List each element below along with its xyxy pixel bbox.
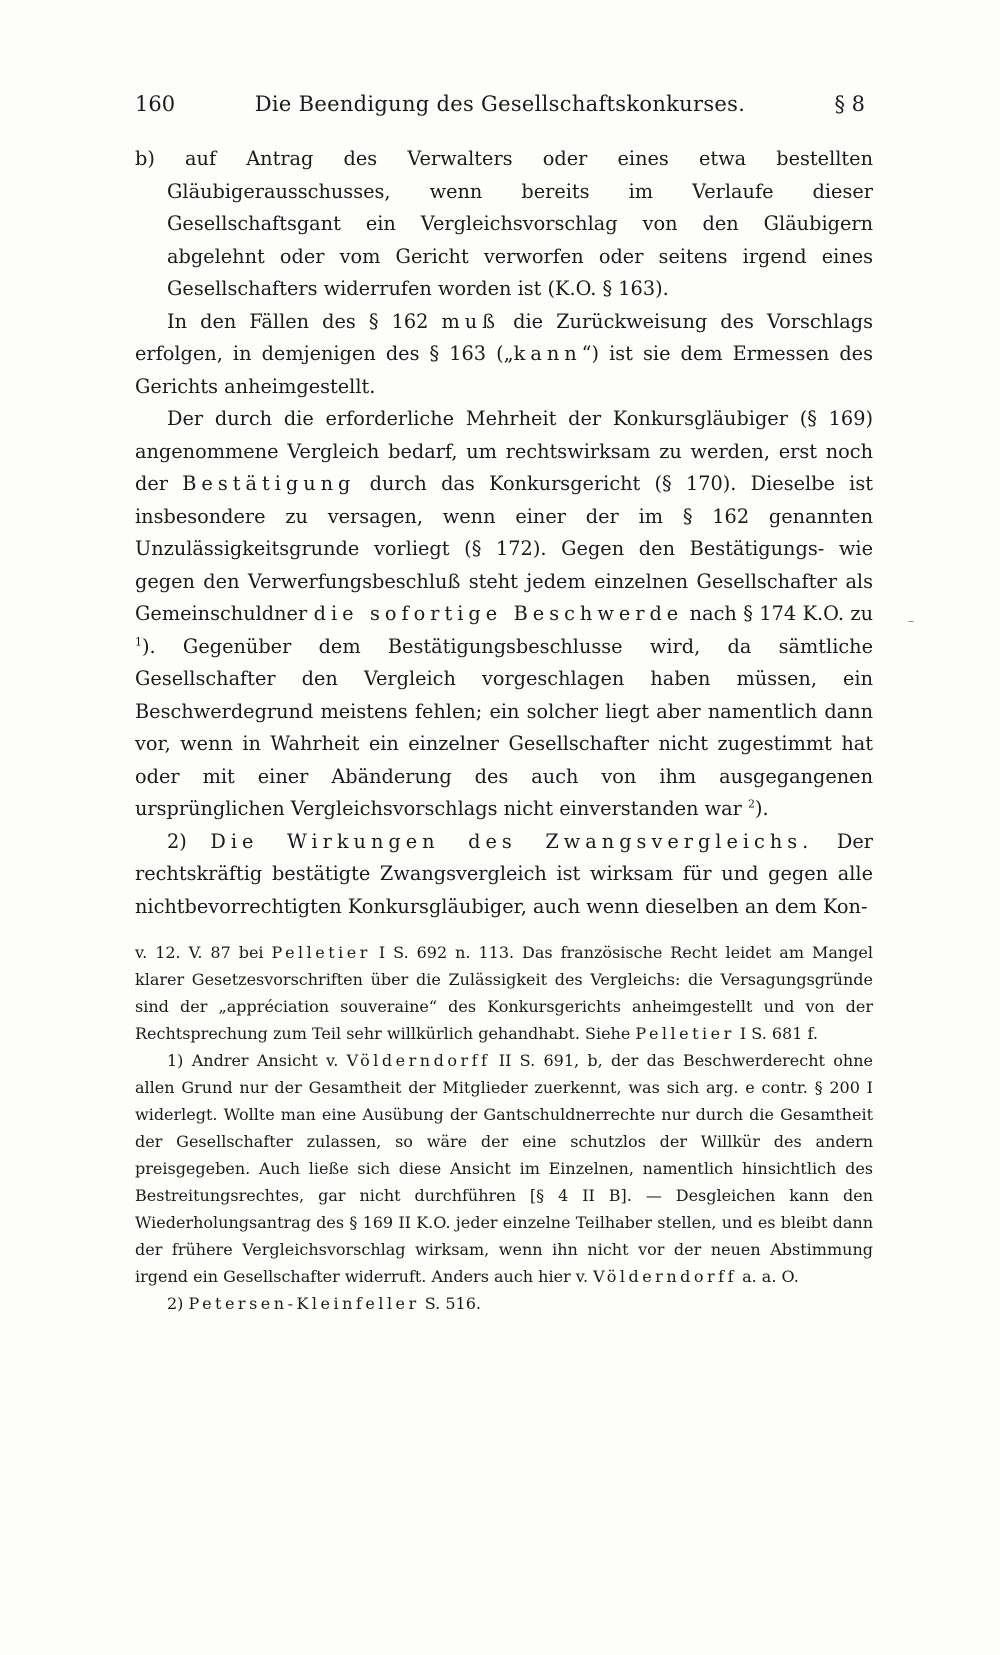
- author-pelletier: Pelletier: [635, 1024, 735, 1043]
- text-run: I S. 692 n. 113. Das französische Recht leidet am Mangel klarer Gesetzesvorschriften über die Zulässigkeit des Vergleichs: die Versagungsgründe sind der „appréciation souveraine“ des Konkursgerichts anheimgestellt und von der Rechtsprechung zum Teil sehr willkürlich gehandhabt. Siehe: [135, 943, 874, 1043]
- text-run: a. a. O.: [742, 1267, 799, 1286]
- list-item-b: b) auf Antrag des Verwalters oder eines etwa bestellten Gläubigerausschusses, wenn bereits im Verlaufe dieser Gesellschaftsgant ein Vergleichsvorschlag von den Gläubigern abgelehnt oder vom Gericht verworfen oder seitens irgend eines Gesellschafters widerrufen worden ist (K.O. § 163).: [135, 147, 873, 300]
- text-run: II S. 691, b, der das Beschwerderecht ohne allen Grund nur der Gesamtheit der Mitglieder zuerkennt, was sich arg. e contr. § 200 I widerlegt. Wollte man eine Ausübung der Gantschuldnerrechte nur durch die Gesamtheit der Gesellschafter zulassen, so wäre der eine schutzlos der Willkür des andern preisgegeben. Auch ließe sich diese Ansicht im Einzelnen, namentlich hinsichtlich des Bestreitungsrechtes, gar nicht durchführen [§ 4 II B]. — Desgleichen kann den Wiederholungsantrag des § 169 II K.O. jeder einzelne Teilhaber stellen, und es bleibt dann der frühere Vergleichsvorschlag wirksam, wenn ihn nicht vor der neuen Abstimmung irgend ein Gesellschafter widerruft. Anders auch hier v.: [135, 1051, 873, 1286]
- paragraph-zurueckweisung: [135, 306, 873, 404]
- footnote-ref-1[interactable]: 1: [135, 635, 142, 649]
- page-number: 160: [135, 92, 176, 116]
- text-run: In den Fällen des § 162: [167, 309, 429, 333]
- text-run: S. 516.: [424, 1294, 481, 1313]
- text-run: Der durch die erforderliche Mehrheit der Konkursgläubiger (§ 169) angenommene Vergleich bedarf, um rechtswirksam zu werden, erst noch der: [135, 407, 873, 495]
- footnote-2: [135, 1290, 873, 1317]
- author-pelletier: Pelletier: [271, 943, 371, 962]
- running-header: [135, 92, 865, 128]
- text-run: nach § 174 K.O. zu: [689, 602, 873, 625]
- main-text: [135, 143, 873, 923]
- footnotes: [135, 939, 873, 1317]
- author-petersen-kleinfeller: Petersen-Kleinfeller: [188, 1294, 420, 1313]
- section-marker: § 8: [834, 92, 865, 116]
- emphasis-kann: kann: [513, 342, 582, 365]
- author-voelderndorff: Völderndorff: [593, 1267, 737, 1286]
- margin-mark: –: [908, 614, 914, 628]
- emphasis-bestaetigung: Bestätigung: [182, 472, 356, 495]
- text-run: “) ist sie dem Ermessen des Gerichts anheimgestellt.: [135, 342, 873, 398]
- section-heading-wirkungen: Die Wirkungen des Zwangsvergleichs.: [210, 829, 814, 853]
- author-voelderndorff: Völderndorff: [346, 1051, 491, 1070]
- text-run: I S. 681 f.: [739, 1024, 818, 1043]
- text-run: die Zurückweisung des Vorschlags erfolgen, in demjenigen des § 163 („: [135, 309, 873, 365]
- text-run: 1) Andrer Ansicht v.: [167, 1051, 339, 1070]
- text-run: Der rechtskräftig bestätigte Zwangsvergleich ist wirksam für und gegen alle nichtbevorrechtigten Konkursgläubiger, auch wenn dieselben an dem Kon-: [135, 829, 873, 918]
- footnote-1: [135, 1047, 873, 1290]
- emphasis-sofortige-beschwerde: die sofortige Beschwerde: [313, 602, 684, 625]
- text-run: ). Gegenüber dem Bestätigungsbeschlusse wird, da sämtliche Gesellschafter den Vergleich vorgeschlagen haben müssen, ein Beschwerdegrund meistens fehlen; ein solcher liegt aber namentlich dann vor, wenn in Wahrheit ein einzelner Gesellschafter nicht zugestimmt hat oder mit einer Abänderung des auch von ihm ausgegangenen ursprünglichen Vergleichsvorschlags nicht einverstanden war: [135, 634, 873, 820]
- footnote-continuation: [135, 939, 873, 1047]
- footnote-ref-2[interactable]: 2: [748, 797, 756, 811]
- text-run: 2): [167, 1294, 184, 1313]
- text-run: ).: [755, 797, 769, 820]
- running-title: Die Beendigung des Gesellschaftskonkurses.: [254, 92, 746, 116]
- text-run: v. 12. V. 87 bei: [135, 943, 264, 962]
- text-run: 2): [167, 829, 187, 853]
- emphasis-muss: muß: [441, 309, 501, 333]
- paragraph-bestaetigung: [135, 403, 873, 826]
- paragraph-wirkungen: [135, 826, 873, 924]
- text-run: durch das Konkursgericht (§ 170). Dieselbe ist insbesondere zu versagen, wenn einer der im § 162 genannten Unzulässigkeitsgrunde vorliegt (§ 172). Gegen den Bestätigungs- wie gegen den Verwerfungsbeschluß steht jedem einzelnen Gesellschafter als Gemeinschuldner: [135, 472, 873, 625]
